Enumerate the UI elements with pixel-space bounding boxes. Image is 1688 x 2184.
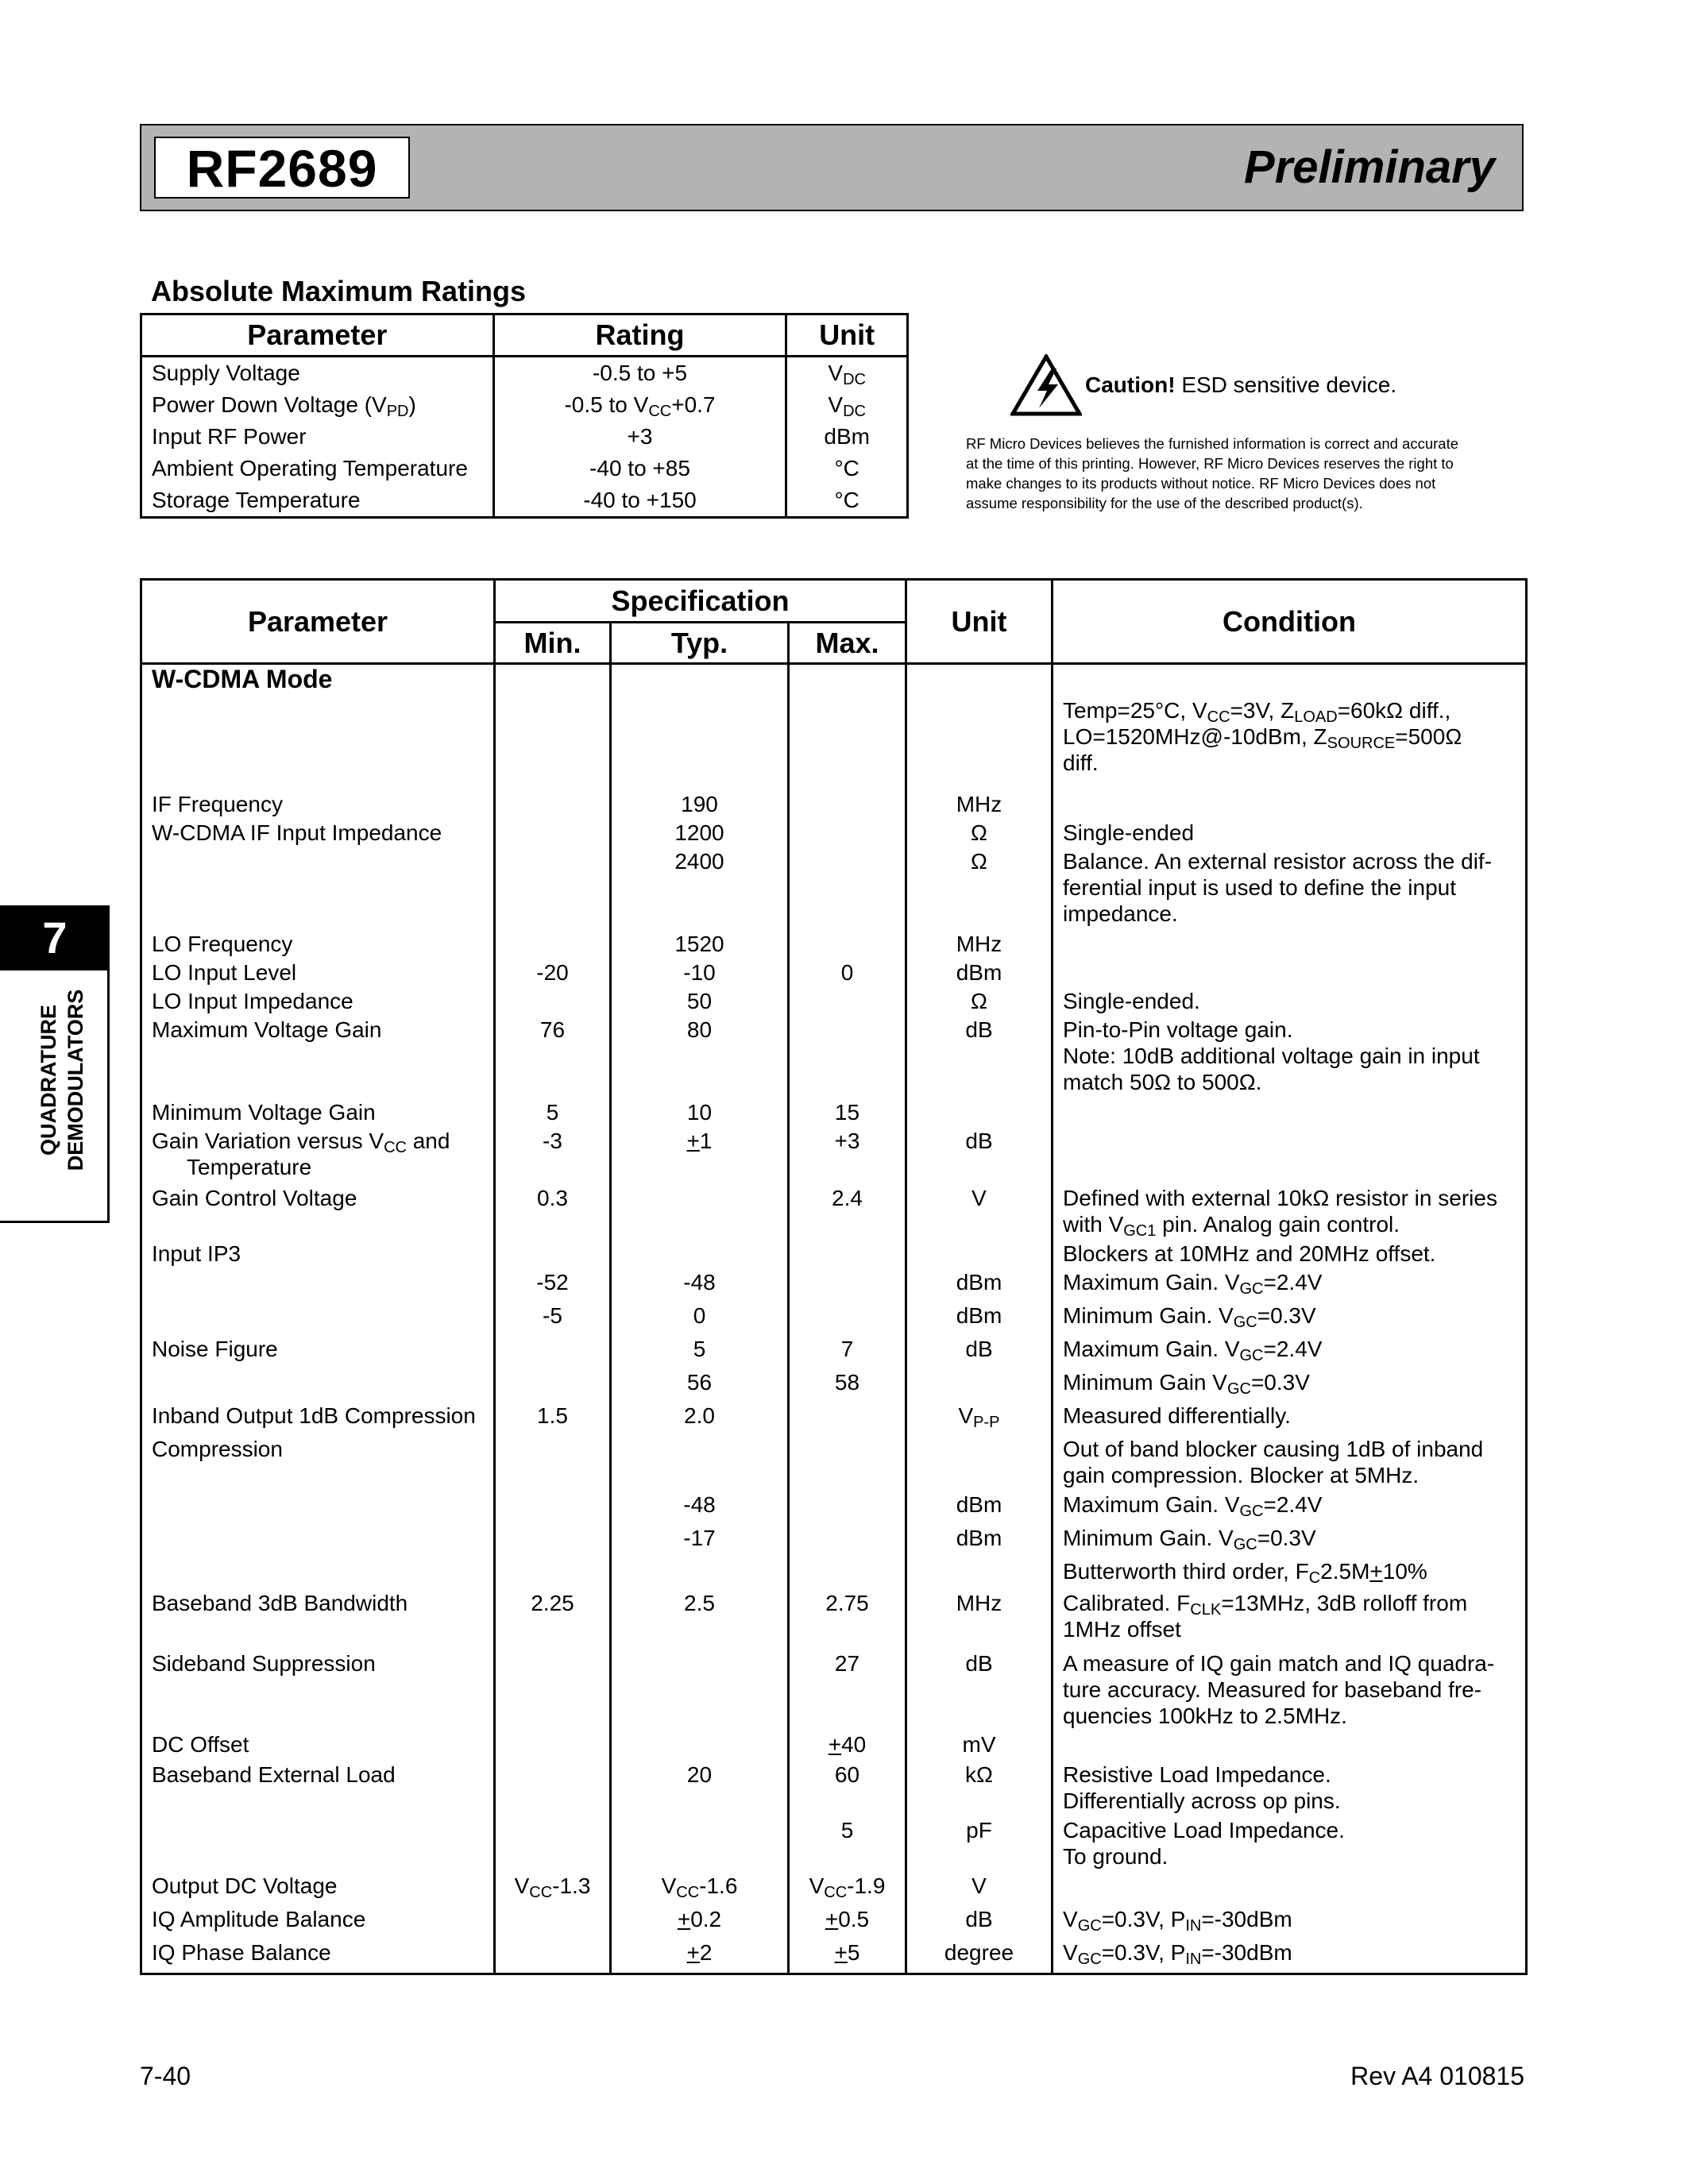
amr-rating: -0.5 to $V_{CC}+0.7$ — [493, 389, 786, 421]
part-number: RF2689 — [154, 137, 410, 199]
spec-col-unit: Unit — [906, 580, 1053, 664]
table-row: LO Input Level -20 -10 0 dBm — [141, 959, 1527, 988]
amr-unit: dBm — [786, 421, 908, 453]
table-row: Sideband Suppression 27 dB A measure of IQ gain match and IQ quadra- ture accuracy. Measured for baseband fre- quencies 100kHz to 2.5MHz. — [141, 1650, 1527, 1731]
table-row: IF Frequency 190 MHz — [141, 791, 1527, 820]
table-row — [141, 697, 1527, 791]
amr-rating: -40 to +85 — [493, 453, 786, 484]
amr-unit: $V_{DC}$ — [786, 357, 908, 390]
table-row: DC Offset +40 mV — [141, 1731, 1527, 1761]
amr-unit: $V_{DC}$ — [786, 389, 908, 421]
table-row — [141, 357, 908, 390]
spec-table — [140, 578, 1528, 1975]
table-row: 5 pF Capacitive Load Impedance. To ground. — [141, 1817, 1527, 1873]
test-conditions: Temp=25°C, $V_{CC}=3V$, $Z_{LOAD}=60k\Omega$ diff., LO=1520MHz@-10dBm, $Z_{SOURCE}=500\Omega$ diff. — [1053, 697, 1527, 791]
table-row: Input IP3 Blockers at 10MHz and 20MHz offset. — [141, 1241, 1527, 1269]
spec-col-min: Min. — [495, 623, 611, 664]
amr-param: Power Down Voltage $(V_{PD})$ — [141, 389, 494, 421]
page-number: 7-40 — [140, 2062, 191, 2090]
disclaimer-line: make changes to its products without notice. RF Micro Devices does not — [966, 475, 1436, 492]
table-row: Gain Variation versus $V_{CC}$ and Temperature -3 +1 +3 dB — [141, 1128, 1527, 1185]
amr-param: Supply Voltage — [141, 357, 494, 390]
table-row: Compression Out of band blocker causing 1dB of inband gain compression. Blocker at 5MHz. — [141, 1436, 1527, 1491]
table-row: Butterworth third order, $F_C2.5M+10\%$ — [141, 1558, 1527, 1590]
table-row: 56 58 Minimum Gain $V_{GC}=0.3V$ — [141, 1369, 1527, 1403]
amr-rating: -40 to +150 — [493, 484, 786, 518]
amr-col-rating: Rating — [493, 314, 786, 357]
header-bar — [140, 124, 1524, 211]
table-row: -5 0 dBm Minimum Gain. $V_{GC}=0.3V$ — [141, 1302, 1527, 1336]
table-row: IQ Amplitude Balance +0.2 +0.5 dB $V_{GC}=0.3V$, $P_{IN}=-30dBm$ — [141, 1906, 1527, 1939]
esd-warning-icon — [1010, 354, 1082, 416]
table-row: Baseband External Load 20 60 kΩ Resistive Load Impedance. Differentially across op pins. — [141, 1761, 1527, 1817]
table-row — [141, 389, 908, 421]
table-row: 2400 Ω Balance. An external resistor across the dif- ferential input is used to define the input impedance. — [141, 848, 1527, 931]
table-row: LO Frequency 1520 MHz — [141, 931, 1527, 959]
section-tab-number: 7 — [0, 905, 110, 970]
table-row: Minimum Voltage Gain 5 10 15 — [141, 1099, 1527, 1128]
spec-col-condition: Condition — [1053, 580, 1527, 664]
amr-param: Input RF Power — [141, 421, 494, 453]
amr-col-unit: Unit — [786, 314, 908, 357]
amr-unit: °C — [786, 453, 908, 484]
caution-label: Caution! — [1085, 372, 1176, 397]
table-row — [141, 484, 908, 518]
table-row: IQ Phase Balance +2 +5 degree $V_{GC}=0.3V$, $P_{IN}=-30dBm$ — [141, 1939, 1527, 1974]
amr-param: Ambient Operating Temperature — [141, 453, 494, 484]
disclaimer-line: assume responsibility for the use of the described product(s). — [966, 495, 1363, 511]
section-tab-label: QUADRATURE DEMODULATORS — [37, 989, 87, 1171]
spec-col-specification: Specification — [495, 580, 906, 623]
mode-heading: W-CDMA Mode — [141, 664, 495, 697]
table-row — [141, 421, 908, 453]
table-row: Baseband 3dB Bandwidth 2.25 2.5 2.75 MHz Calibrated. $F_{CLK}=13MHz$, 3dB rolloff from 1MHz offset — [141, 1590, 1527, 1650]
table-row: Gain Control Voltage 0.3 2.4 V Defined with external 10kΩ resistor in series with $V_{GC1}$ pin. Analog gain control. — [141, 1185, 1527, 1241]
caution-text: ESD sensitive device. — [1181, 372, 1397, 397]
spec-col-parameter: Parameter — [141, 580, 495, 664]
disclaimer-line: at the time of this printing. However, RF Micro Devices reserves the right to — [966, 455, 1454, 472]
esd-caution — [1010, 354, 1396, 416]
table-row: -48 dBm Maximum Gain. $V_{GC}=2.4V$ — [141, 1491, 1527, 1525]
amr-title: Absolute Maximum Ratings — [151, 275, 527, 307]
amr-param: Storage Temperature — [141, 484, 494, 518]
amr-rating: -0.5 to +5 — [493, 357, 786, 390]
table-row: Noise Figure 5 7 dB Maximum Gain. $V_{GC}=2.4V$ — [141, 1336, 1527, 1369]
disclaimer-line: RF Micro Devices believes the furnished information is correct and accurate — [966, 435, 1459, 452]
table-row: W-CDMA IF Input Impedance 1200 Ω Single-ended — [141, 820, 1527, 848]
revision: Rev A4 010815 — [1350, 2062, 1524, 2090]
table-row — [141, 453, 908, 484]
amr-rating: +3 — [493, 421, 786, 453]
amr-col-parameter: Parameter — [141, 314, 494, 357]
table-row: LO Input Impedance 50 Ω Single-ended. — [141, 988, 1527, 1017]
spec-col-typ: Typ. — [611, 623, 789, 664]
table-row — [141, 664, 1527, 697]
amr-table — [140, 313, 909, 519]
disclaimer — [966, 434, 1522, 513]
spec-col-max: Max. — [789, 623, 906, 664]
document-status: Preliminary — [1244, 141, 1495, 193]
table-row: Maximum Voltage Gain 76 80 dB Pin-to-Pin voltage gain. Note: 10dB additional voltage gain in input match 50Ω to 500Ω. — [141, 1017, 1527, 1099]
table-row: -17 dBm Minimum Gain. $V_{GC}=0.3V$ — [141, 1525, 1527, 1558]
table-row: Output DC Voltage $V_{CC}-1.3$ $V_{CC}-1.6$ $V_{CC}-1.9$ V — [141, 1873, 1527, 1906]
table-row: -52 -48 dBm Maximum Gain. $V_{GC}=2.4V$ — [141, 1269, 1527, 1302]
amr-unit: °C — [786, 484, 908, 518]
table-row: Inband Output 1dB Compression 1.5 2.0 $V_{P-P}$ Measured differentially. — [141, 1403, 1527, 1436]
